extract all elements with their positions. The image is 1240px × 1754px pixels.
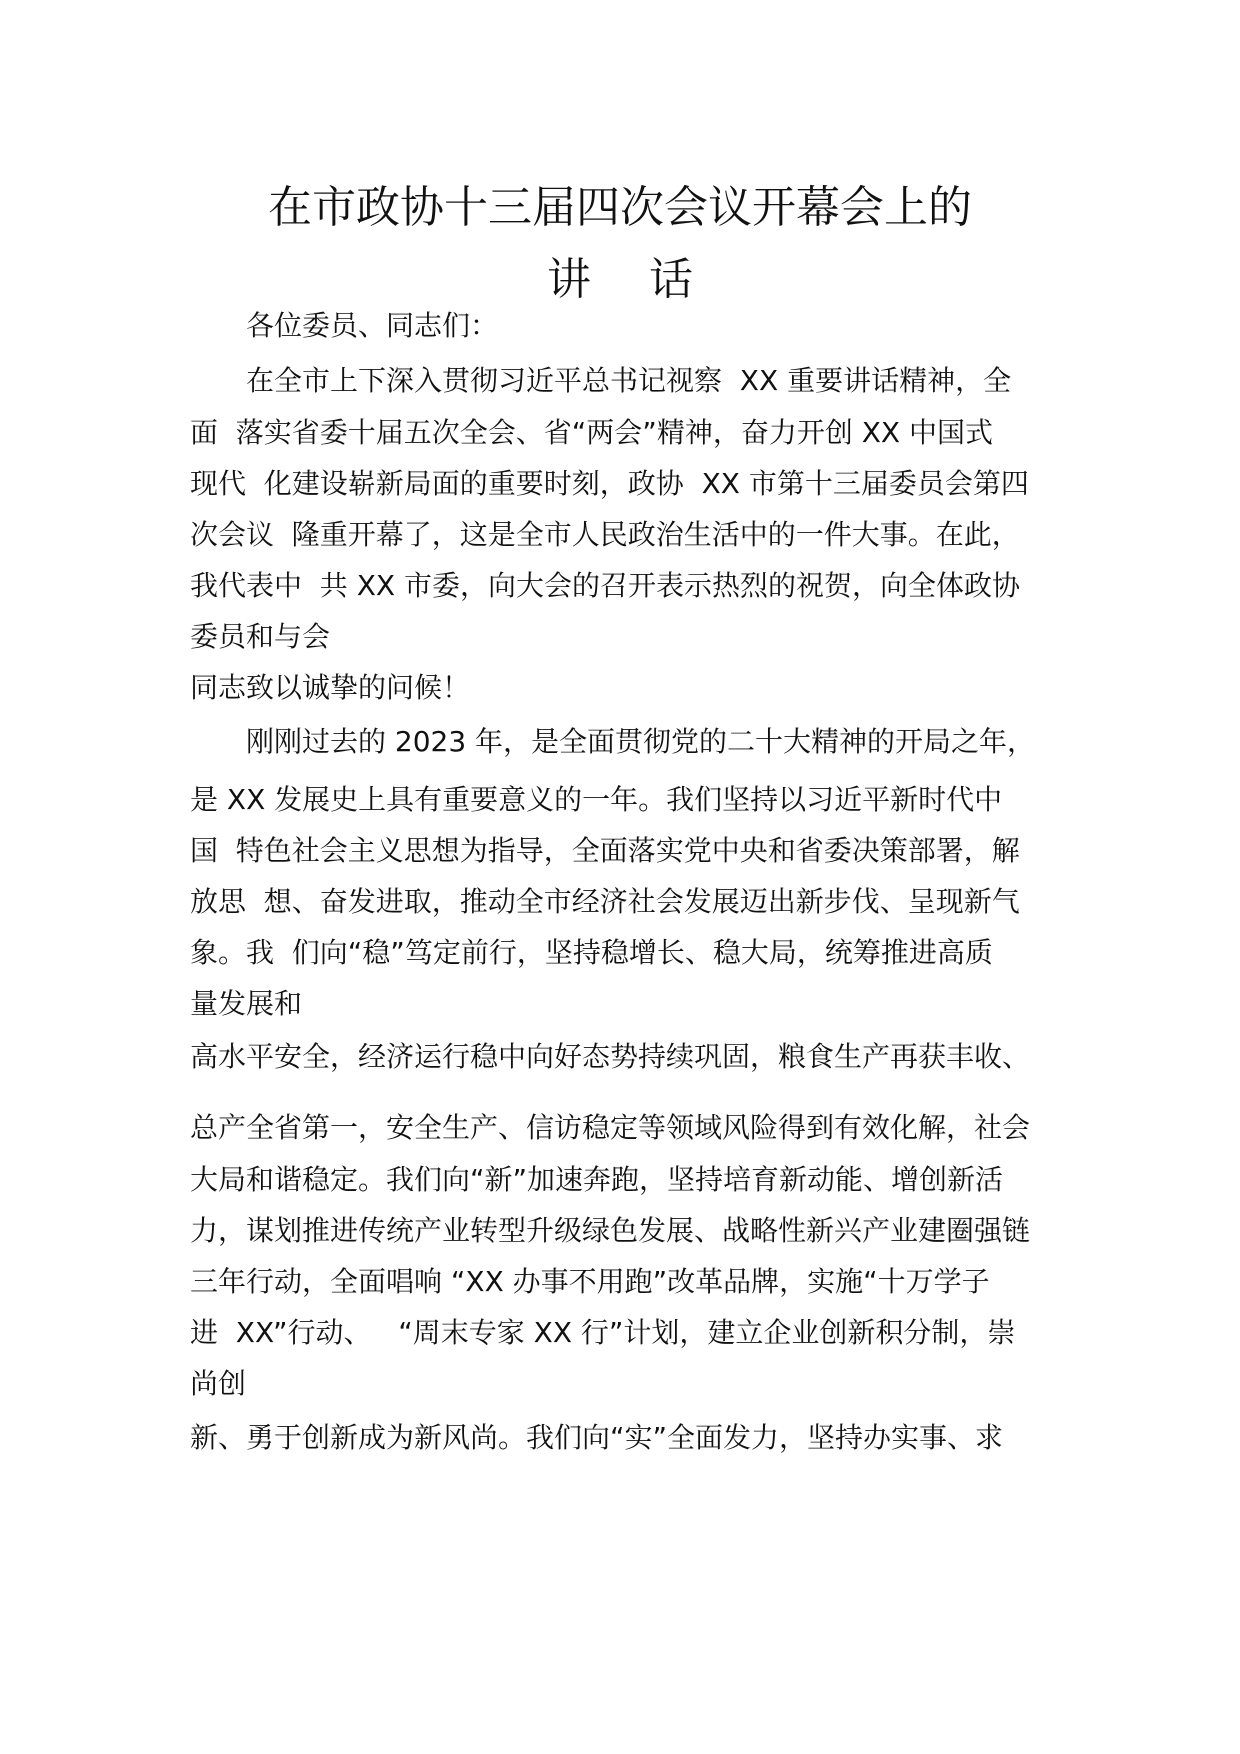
paragraph-line: 尚创 [190, 1367, 247, 1400]
paragraph-line: 刚刚过去的 2023 年，是全面贯彻党的二十大精神的开局之年， [246, 725, 1036, 758]
paragraph-line: 国 特色社会主义思想为指导，全面落实党中央和省委决策部署，解 [190, 834, 1020, 867]
paragraph-line: 进 XX”行动、 “周末专家 XX 行”计划，建立企业创新积分制，崇 [190, 1316, 1016, 1349]
paragraph-line: 是 XX 发展史上具有重要意义的一年。我们坚持以习近平新时代中 [190, 783, 1003, 816]
paragraph-line: 高水平安全，经济运行稳中向好态势持续巩固，粮食生产再获丰收、 [190, 1040, 1031, 1073]
paragraph-line: 面 落实省委十届五次全会、省“两会”精神，奋力开创 XX 中国式 [190, 416, 993, 449]
document-title-line-1: 在市政协十三届四次会议开幕会上的 [268, 182, 972, 233]
paragraph-line: 在全市上下深入贯彻习近平总书记视察 XX 重要讲话精神，全 [246, 364, 1012, 397]
paragraph-line: 现代 化建设崭新局面的重要时刻，政协 XX 市第十三届委员会第四 [190, 467, 1029, 500]
paragraph-line: 量发展和 [190, 987, 303, 1020]
document-title-line-2: 讲 话 [547, 254, 715, 305]
paragraph-line: 委员和与会 [190, 620, 331, 653]
paragraph-line: 同志致以诚挚的问候！ [190, 671, 471, 704]
paragraph-line: 三年行动，全面唱响 “XX 办事不用跑”改革品牌，实施“十万学子 [190, 1265, 990, 1298]
paragraph-line: 大局和谐稳定。我们向“新”加速奔跑，坚持培育新动能、增创新活 [190, 1163, 1004, 1196]
paragraph-line: 总产全省第一，安全生产、信访稳定等领域风险得到有效化解，社会 [190, 1111, 1031, 1144]
salutation: 各位委员、同志们： [246, 309, 499, 342]
paragraph-line: 放思 想、奋发进取，推动全市经济社会发展迈出新步伐、呈现新气 [190, 885, 1020, 918]
paragraph-line: 力，谋划推进传统产业转型升级绿色发展、战略性新兴产业建圈强链 [190, 1214, 1031, 1247]
paragraph-line: 新、勇于创新成为新风尚。我们向“实”全面发力，坚持办实事、求 [190, 1421, 1004, 1454]
paragraph-line: 次会议 隆重开幕了，这是全市人民政治生活中的一件大事。在此， [190, 518, 1020, 551]
paragraph-line: 我代表中 共 XX 市委，向大会的召开表示热烈的祝贺，向全体政协 [190, 569, 1020, 602]
paragraph-line: 象。我 们向“稳”笃定前行，坚持稳增长、稳大局，统筹推进高质 [190, 936, 993, 969]
